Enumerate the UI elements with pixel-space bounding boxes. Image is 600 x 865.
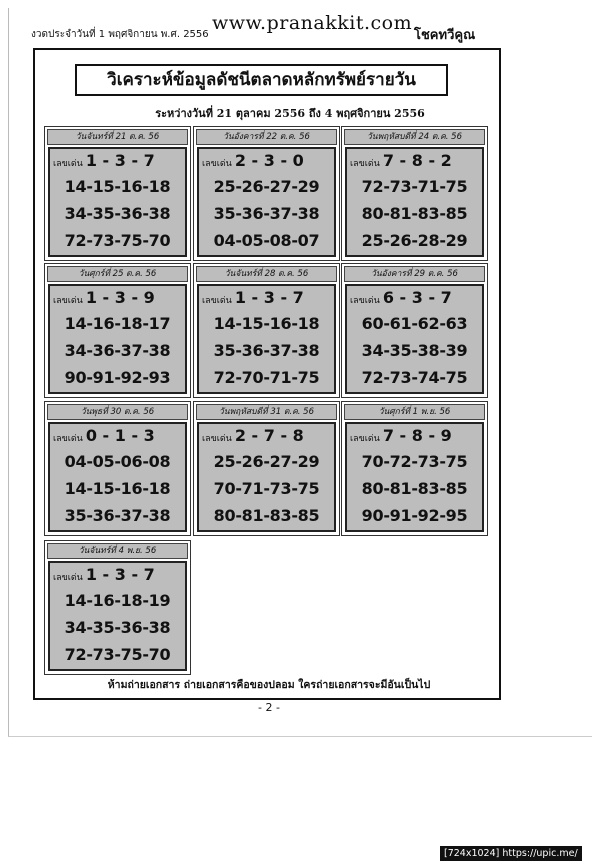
number-row: 72-70-71-75 bbox=[213, 368, 320, 387]
image-host-watermark: [724x1024] https://upic.me/ bbox=[440, 846, 582, 861]
number-row: 14-15-16-18 bbox=[64, 479, 171, 498]
card-date: วันจันทร์ที่ 4 พ.ย. 56 bbox=[47, 543, 188, 559]
number-row: 70-72-73-75 bbox=[361, 452, 468, 471]
number-row: 14-16-18-19 bbox=[64, 591, 171, 610]
lead-label: เลขเด่น bbox=[53, 573, 83, 583]
lead-value: 0 - 1 - 3 bbox=[85, 426, 155, 445]
lead-numbers bbox=[350, 288, 452, 307]
lead-numbers bbox=[202, 426, 304, 445]
number-row: 90-91-92-95 bbox=[361, 506, 468, 525]
lead-value: 1 - 3 - 7 bbox=[85, 565, 155, 584]
lead-label: เลขเด่น bbox=[202, 159, 232, 169]
card-date: วันพฤหัสบดีที่ 24 ต.ค. 56 bbox=[344, 129, 485, 145]
number-row: 60-61-62-63 bbox=[361, 314, 468, 333]
result-card bbox=[193, 263, 340, 398]
card-date: วันจันทร์ที่ 28 ต.ค. 56 bbox=[196, 266, 337, 282]
lead-numbers bbox=[350, 426, 452, 445]
result-card bbox=[193, 401, 340, 536]
lead-value: 2 - 3 - 0 bbox=[234, 151, 304, 170]
card-numbers-box bbox=[48, 284, 187, 394]
lead-label: เลขเด่น bbox=[350, 296, 380, 306]
card-numbers-box bbox=[197, 284, 336, 394]
card-numbers-box bbox=[48, 561, 187, 671]
lead-value: 1 - 3 - 9 bbox=[85, 288, 155, 307]
issue-date-header: งวดประจำวันที่ 1 พฤศจิกายน พ.ศ. 2556 bbox=[31, 29, 209, 40]
number-row: 80-81-83-85 bbox=[361, 479, 468, 498]
card-numbers-box bbox=[197, 147, 336, 257]
card-numbers-box bbox=[48, 147, 187, 257]
lead-numbers bbox=[202, 151, 304, 170]
lead-label: เลขเด่น bbox=[350, 434, 380, 444]
number-row: 04-05-08-07 bbox=[213, 231, 320, 250]
number-row: 34-35-36-38 bbox=[64, 618, 171, 637]
date-range-subtitle: ระหว่างวันที่ 21 ตุลาคม 2556 ถึง 4 พฤศจิกายน 2556 bbox=[155, 107, 425, 120]
result-card bbox=[341, 263, 488, 398]
number-row: 34-35-36-38 bbox=[64, 204, 171, 223]
lead-value: 1 - 3 - 7 bbox=[85, 151, 155, 170]
number-row: 35-36-37-38 bbox=[64, 506, 171, 525]
card-date: วันศุกร์ที่ 1 พ.ย. 56 bbox=[344, 404, 485, 420]
lead-numbers bbox=[53, 565, 155, 584]
result-card bbox=[44, 263, 191, 398]
card-date: วันอังคารที่ 29 ต.ค. 56 bbox=[344, 266, 485, 282]
result-card bbox=[44, 126, 191, 261]
lead-label: เลขเด่น bbox=[53, 159, 83, 169]
number-row: 72-73-75-70 bbox=[64, 231, 171, 250]
lead-value: 2 - 7 - 8 bbox=[234, 426, 304, 445]
lead-numbers bbox=[53, 151, 155, 170]
lead-value: 6 - 3 - 7 bbox=[382, 288, 452, 307]
card-numbers-box bbox=[197, 422, 336, 532]
lead-label: เลขเด่น bbox=[53, 296, 83, 306]
number-row: 35-36-37-38 bbox=[213, 341, 320, 360]
number-row: 25-26-27-29 bbox=[213, 177, 320, 196]
lead-numbers bbox=[350, 151, 452, 170]
number-row: 72-73-75-70 bbox=[64, 645, 171, 664]
card-date: วันจันทร์ที่ 21 ต.ค. 56 bbox=[47, 129, 188, 145]
page-number: - 2 - bbox=[258, 701, 280, 714]
lead-value: 1 - 3 - 7 bbox=[234, 288, 304, 307]
card-date: วันพฤหัสบดีที่ 31 ต.ค. 56 bbox=[196, 404, 337, 420]
number-row: 90-91-92-93 bbox=[64, 368, 171, 387]
lead-label: เลขเด่น bbox=[202, 296, 232, 306]
lead-numbers bbox=[53, 426, 155, 445]
card-numbers-box bbox=[345, 284, 484, 394]
website-url: www.pranakkit.com bbox=[212, 12, 413, 34]
result-card bbox=[193, 126, 340, 261]
number-row: 14-15-16-18 bbox=[213, 314, 320, 333]
lead-label: เลขเด่น bbox=[350, 159, 380, 169]
card-date: วันอังคารที่ 22 ต.ค. 56 bbox=[196, 129, 337, 145]
result-card bbox=[44, 540, 191, 675]
card-numbers-box bbox=[48, 422, 187, 532]
number-row: 25-26-28-29 bbox=[361, 231, 468, 250]
number-row: 14-15-16-18 bbox=[64, 177, 171, 196]
lead-label: เลขเด่น bbox=[53, 434, 83, 444]
number-row: 72-73-71-75 bbox=[361, 177, 468, 196]
result-card bbox=[341, 401, 488, 536]
number-row: 80-81-83-85 bbox=[361, 204, 468, 223]
number-row: 34-35-38-39 bbox=[361, 341, 468, 360]
publication-name: โชคทวีคูณ bbox=[414, 28, 476, 43]
number-row: 35-36-37-38 bbox=[213, 204, 320, 223]
lead-value: 7 - 8 - 9 bbox=[382, 426, 452, 445]
result-card bbox=[341, 126, 488, 261]
card-date: วันศุกร์ที่ 25 ต.ค. 56 bbox=[47, 266, 188, 282]
number-row: 72-73-74-75 bbox=[361, 368, 468, 387]
card-numbers-box bbox=[345, 422, 484, 532]
number-row: 80-81-83-85 bbox=[213, 506, 320, 525]
result-card bbox=[44, 401, 191, 536]
number-row: 04-05-06-08 bbox=[64, 452, 171, 471]
lead-numbers bbox=[53, 288, 155, 307]
lead-numbers bbox=[202, 288, 304, 307]
number-row: 14-16-18-17 bbox=[64, 314, 171, 333]
card-numbers-box bbox=[345, 147, 484, 257]
lead-value: 7 - 8 - 2 bbox=[382, 151, 452, 170]
number-row: 34-36-37-38 bbox=[64, 341, 171, 360]
number-row: 70-71-73-75 bbox=[213, 479, 320, 498]
copy-warning-footer: ห้ามถ่ายเอกสาร ถ่ายเอกสารคือของปลอม ใครถ่ายเอกสารจะมีอันเป็นไป bbox=[107, 679, 431, 691]
number-row: 25-26-27-29 bbox=[213, 452, 320, 471]
lead-label: เลขเด่น bbox=[202, 434, 232, 444]
card-date: วันพุธที่ 30 ต.ค. 56 bbox=[47, 404, 188, 420]
page-title: วิเคราะห์ข้อมูลดัชนีตลาดหลักทรัพย์รายวัน bbox=[75, 64, 448, 96]
